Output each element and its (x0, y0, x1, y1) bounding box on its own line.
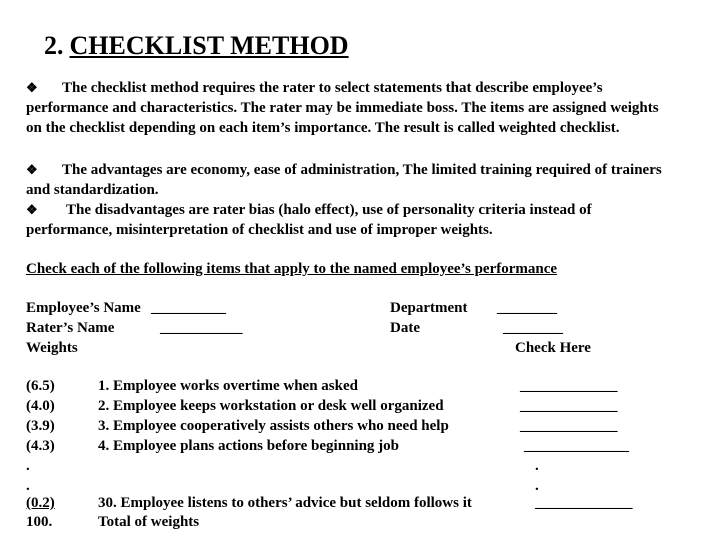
item-check-blank: ______________ (524, 438, 629, 454)
paragraph-disadvantages (26, 200, 666, 240)
check-here-header: Check Here (515, 340, 591, 356)
diamond-bullet-icon: ❖ (26, 80, 38, 95)
paragraph-definition (26, 78, 666, 138)
item-check-blank: _____________ (520, 398, 618, 414)
date-label: Date (390, 320, 420, 336)
paragraph-definition-text: The checklist method requires the rater to select statements that describe employee’s performance and characteristics. The rater may be immediate boss. The items are assigned weights on the checklist depending on each item’s importance. The result is called weighted checklist. (26, 80, 659, 136)
item-weight: (6.5) (26, 378, 55, 394)
department-blank: ________ (497, 300, 557, 316)
item-check-blank: _____________ (535, 495, 633, 511)
diamond-bullet-icon: ❖ (26, 202, 38, 217)
paragraph-disadvantages-text: The disadvantages are rater bias (halo effect), use of personality criteria instead of performance, misinterpretation of checklist and use of improper weights. (26, 202, 592, 238)
paragraph-advantages-text: The advantages are economy, ease of administration, The limited training required of trainers and standardization. (26, 162, 662, 198)
item-text: 2. Employee keeps workstation or desk well organized (98, 398, 444, 414)
item-weight: (0.2) (26, 495, 55, 511)
department-label: Department (390, 300, 468, 316)
paragraph-advantages (26, 160, 666, 200)
employee-name-blank: __________ (151, 300, 226, 316)
diamond-bullet-icon: ❖ (26, 162, 38, 177)
page-title (44, 30, 349, 62)
item-check-ellipsis: . (535, 478, 539, 494)
employee-name-label: Employee’s Name (26, 300, 141, 316)
heading-text: CHECKLIST METHOD (69, 31, 349, 60)
item-check-blank: _____________ (520, 378, 618, 394)
rater-name-blank: ___________ (160, 320, 243, 336)
item-text: 3. Employee cooperatively assists others who need help (98, 418, 449, 434)
weights-header: Weights (26, 340, 78, 356)
item-text: 30. Employee listens to others’ advice but seldom follows it (98, 495, 472, 511)
item-weight-ellipsis: . (26, 478, 30, 494)
item-check-blank: _____________ (520, 418, 618, 434)
item-weight: (4.3) (26, 438, 55, 454)
item-text: 4. Employee plans actions before beginning job (98, 438, 400, 454)
item-weight: (4.0) (26, 398, 55, 414)
item-text: 1. Employee works overtime when asked (98, 378, 358, 394)
total-weight: 100. (26, 514, 53, 530)
date-blank: ________ (503, 320, 563, 336)
item-check-ellipsis: . (535, 458, 539, 474)
item-weight-ellipsis: . (26, 458, 30, 474)
total-text: Total of weights (98, 514, 200, 530)
form-instruction: Check each of the following items that apply to the named employee’s performance (26, 261, 558, 277)
rater-name-label: Rater’s Name (26, 320, 115, 336)
heading-number: 2. (44, 31, 64, 60)
item-weight: (3.9) (26, 418, 55, 434)
